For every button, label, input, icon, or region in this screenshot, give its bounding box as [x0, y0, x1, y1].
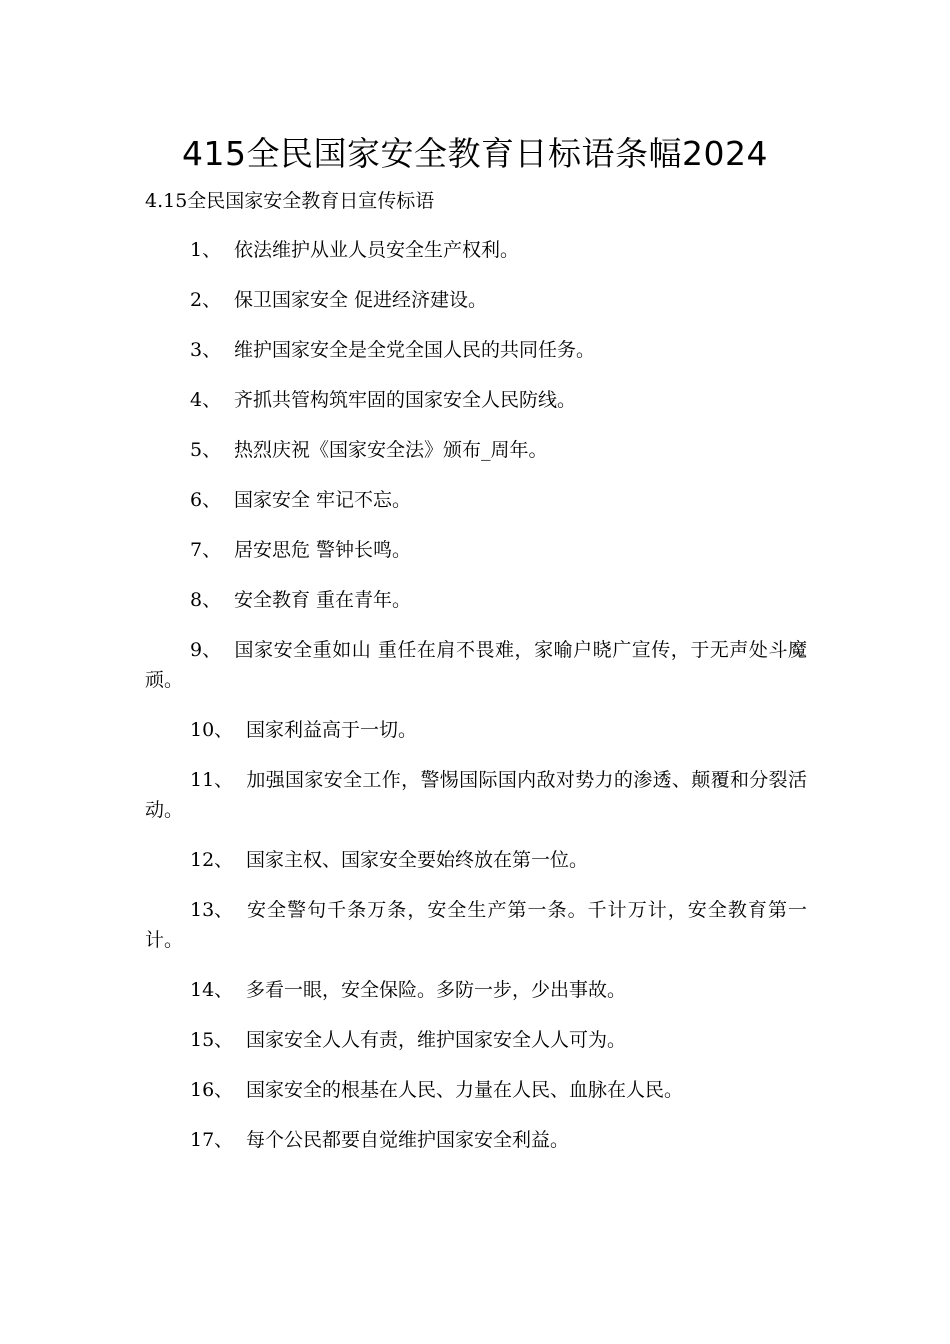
item-number: 16、 — [190, 1079, 234, 1101]
item-number: 10、 — [190, 719, 234, 741]
list-item — [145, 335, 807, 365]
item-number: 15、 — [190, 1029, 234, 1051]
item-number: 7、 — [190, 539, 222, 561]
item-text: 国家安全人人有责，维护国家安全人人可为。 — [246, 1029, 627, 1051]
item-text: 保卫国家安全 促进经济建设。 — [234, 289, 488, 311]
list-item — [145, 845, 807, 875]
item-text: 国家主权、国家安全要始终放在第一位。 — [246, 849, 589, 871]
item-number: 3、 — [190, 339, 222, 361]
item-text: 安全教育 重在青年。 — [234, 589, 412, 611]
list-item — [145, 765, 807, 825]
item-number: 14、 — [190, 979, 234, 1001]
list-item — [145, 485, 807, 515]
item-number: 4、 — [190, 389, 222, 411]
item-number: 13、 — [190, 899, 234, 921]
list-item — [145, 975, 807, 1005]
slogan-list — [145, 235, 807, 1175]
list-item — [145, 1075, 807, 1105]
page-title: 415全民国家安全教育日标语条幅2024 — [182, 134, 768, 173]
item-text: 国家利益高于一切。 — [246, 719, 418, 741]
item-text: 热烈庆祝《国家安全法》颁布_周年。 — [234, 439, 548, 461]
item-number: 2、 — [190, 289, 222, 311]
item-text: 依法维护从业人员安全生产权利。 — [234, 239, 520, 261]
item-number: 6、 — [190, 489, 222, 511]
item-text: 安全警句千条万条，安全生产第一条。千计万计，安全教育第一计。 — [145, 899, 807, 951]
item-number: 11、 — [190, 769, 234, 791]
list-item — [145, 635, 807, 695]
list-item — [145, 715, 807, 745]
item-number: 17、 — [190, 1129, 234, 1151]
list-item — [145, 1125, 807, 1155]
list-item — [145, 895, 807, 955]
list-item — [145, 285, 807, 315]
list-item — [145, 385, 807, 415]
item-text: 居安思危 警钟长鸣。 — [234, 539, 412, 561]
item-text: 国家安全的根基在人民、力量在人民、血脉在人民。 — [246, 1079, 684, 1101]
item-number: 12、 — [190, 849, 234, 871]
list-item — [145, 535, 807, 565]
item-text: 多看一眼，安全保险。多防一步，少出事故。 — [246, 979, 627, 1001]
item-number: 8、 — [190, 589, 222, 611]
item-text: 国家安全重如山 重任在肩不畏难，家喻户晓广宣传，于无声处斗魔顽。 — [145, 639, 807, 691]
item-text: 维护国家安全是全党全国人民的共同任务。 — [234, 339, 596, 361]
item-text: 齐抓共管构筑牢固的国家安全人民防线。 — [234, 389, 577, 411]
item-number: 1、 — [190, 239, 222, 261]
item-number: 5、 — [190, 439, 222, 461]
item-text: 每个公民都要自觉维护国家安全利益。 — [246, 1129, 570, 1151]
list-item — [145, 1025, 807, 1055]
list-item — [145, 585, 807, 615]
item-number: 9、 — [190, 639, 222, 661]
list-item — [145, 435, 807, 465]
list-item — [145, 235, 807, 265]
document-subtitle: 4.15全民国家安全教育日宣传标语 — [145, 190, 435, 212]
item-text: 国家安全 牢记不忘。 — [234, 489, 412, 511]
item-text: 加强国家安全工作，警惕国际国内敌对势力的渗透、颠覆和分裂活动。 — [145, 769, 807, 821]
